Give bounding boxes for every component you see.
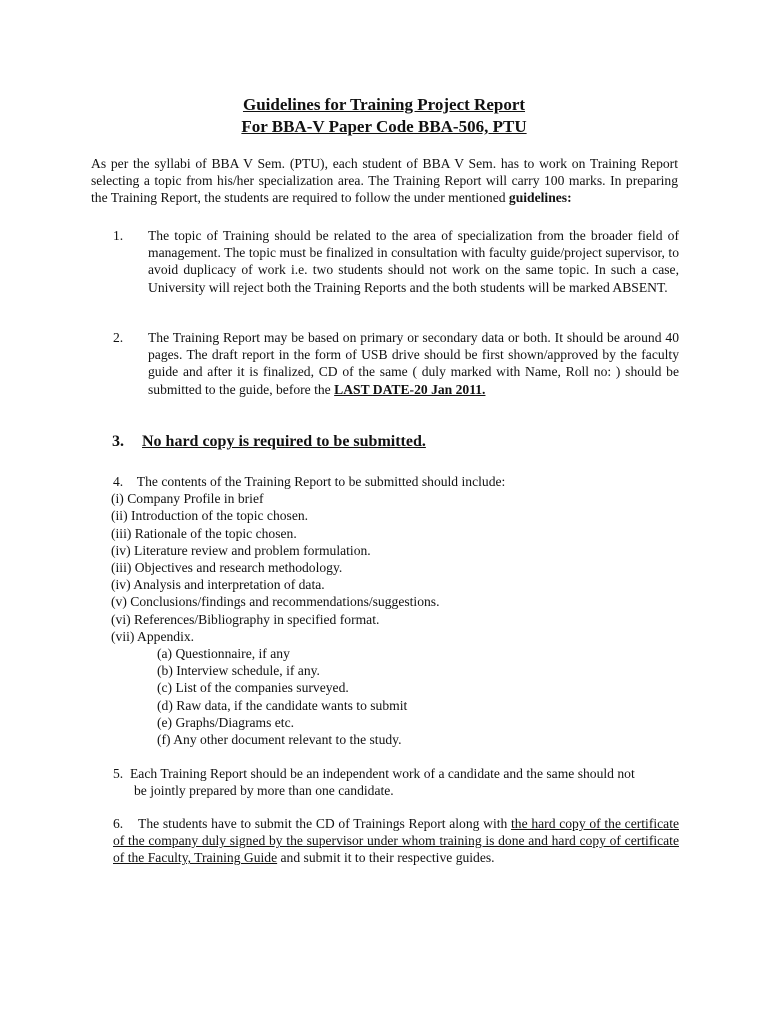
document-subtitle: For BBA-V Paper Code BBA-506, PTU bbox=[241, 117, 527, 136]
point-3-heading bbox=[112, 432, 426, 452]
intro-paragraph bbox=[91, 155, 678, 207]
point-6-underlined: the hard copy of the certificate of the company duly signed by the supervisor under whom training is done and hard copy of certificate of the Faculty, Training Guide bbox=[113, 816, 680, 866]
list-item: (vii) Appendix. bbox=[111, 628, 195, 644]
point-6-text-after: and submit it to their respective guides. bbox=[277, 850, 495, 866]
list-item: (iii) Objectives and research methodology. bbox=[111, 560, 343, 576]
list-item: (iii) Rationale of the topic chosen. bbox=[111, 525, 297, 541]
point-3-number: 3. bbox=[112, 433, 124, 450]
list-item: (i) Company Profile in brief bbox=[111, 491, 264, 507]
point-6-paragraph bbox=[113, 815, 679, 867]
list-item: (ii) Introduction of the topic chosen. bbox=[111, 508, 309, 524]
appendix-item: (f) Any other document relevant to the study. bbox=[157, 732, 402, 748]
appendix-item: (d) Raw data, if the candidate wants to submit bbox=[157, 697, 408, 713]
appendix-item: (b) Interview schedule, if any. bbox=[157, 663, 320, 679]
point-1-text: The topic of Training should be related to the area of specialization from the broader field of management. The topic must be finalized in consultation with faculty guide/project supervisor, to avoid duplicacy of work i.e. two students should not work on the same topic. In such a case, University will reject both the Training Reports and the both students will be marked ABSENT. bbox=[148, 228, 679, 295]
point-4-text: The contents of the Training Report to be submitted should include: bbox=[136, 474, 506, 489]
list-item: (vi) References/Bibliography in specified format. bbox=[111, 611, 380, 627]
appendix-item: (e) Graphs/Diagrams etc. bbox=[157, 714, 295, 730]
point-3-text: No hard copy is required to be submitted. bbox=[142, 433, 426, 450]
point-2-number: 2. bbox=[113, 330, 124, 345]
appendix-item: (a) Questionnaire, if any bbox=[157, 646, 290, 661]
intro-text: As per the syllabi of BBA V Sem. (PTU), each student of BBA V Sem. has to work on Training Report selecting a topic from his/her specialization area. The Training Report will carry 100 marks. In preparing the Training Report, the students are required to follow the under mentioned bbox=[91, 156, 678, 206]
point-6-text-before: The students have to submit the CD of Trainings Report along with bbox=[138, 816, 512, 831]
point-4-number: 4. bbox=[113, 474, 124, 489]
appendix-list bbox=[157, 645, 407, 748]
list-item: (iv) Analysis and interpretation of data. bbox=[111, 577, 325, 593]
point-4-heading bbox=[111, 473, 505, 490]
point-6-number: 6. bbox=[113, 816, 124, 831]
point-5-line2: be jointly prepared by more than one candidate. bbox=[134, 783, 394, 799]
list-item: (iv) Literature review and problem formulation. bbox=[111, 542, 371, 558]
appendix-item: (c) List of the companies surveyed. bbox=[157, 680, 349, 696]
point-5-line1: Each Training Report should be an independent work of a candidate and the same should not bbox=[130, 766, 635, 781]
point-2-paragraph bbox=[148, 329, 679, 398]
point-2-text: The Training Report may be based on primary or secondary data or both. It should be around 40 pages. The draft report in the form of USB drive should be first shown/approved by the faculty guide and after it is finalized, CD of the same ( duly marked with Name, Roll no: ) should be submitted to the guide, before the bbox=[148, 330, 679, 397]
intro-bold: guidelines: bbox=[508, 190, 572, 206]
list-item: (v) Conclusions/findings and recommendations/suggestions. bbox=[111, 594, 440, 610]
point-1-number: 1. bbox=[113, 228, 124, 243]
point-2-deadline: LAST DATE-20 Jan 2011. bbox=[334, 381, 486, 397]
point-5-paragraph bbox=[113, 765, 679, 799]
point-5-number: 5. bbox=[113, 766, 124, 781]
document-title: Guidelines for Training Project Report bbox=[242, 95, 526, 114]
contents-list bbox=[111, 473, 505, 645]
